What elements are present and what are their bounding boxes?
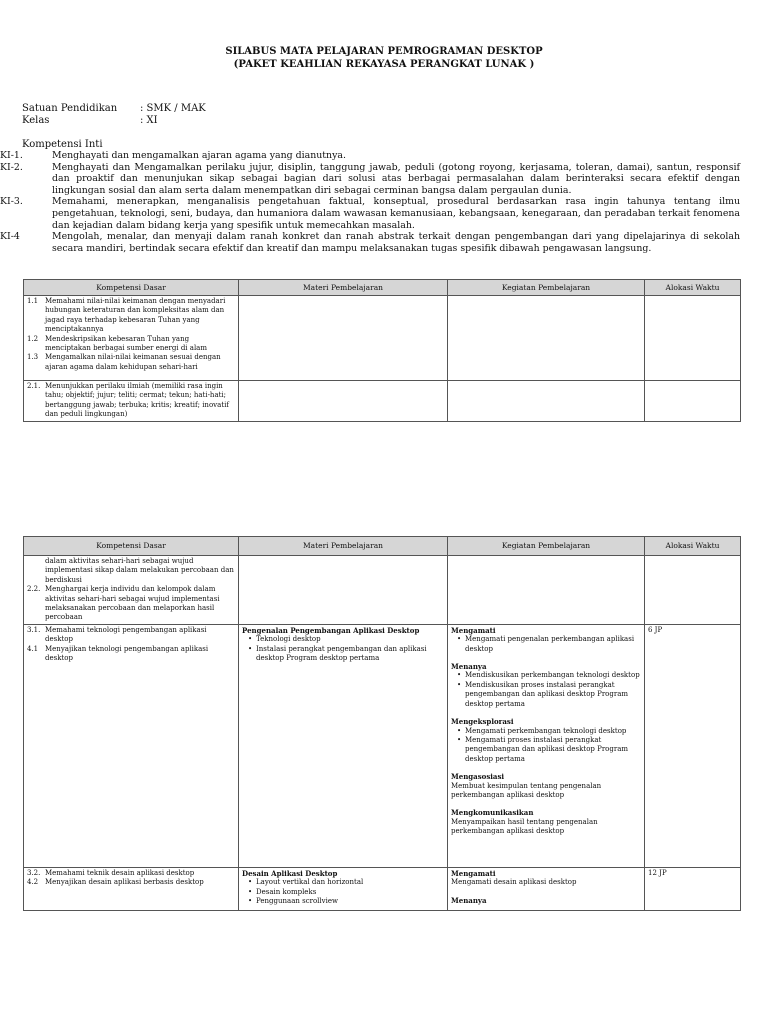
alokasi-cell — [645, 556, 741, 625]
identity-row — [22, 103, 206, 115]
header-alokasi: Alokasi Waktu — [645, 537, 741, 556]
materi-cell — [239, 381, 448, 422]
kegiatan-heading: Mengeksplorasi — [451, 717, 514, 727]
kd-item — [27, 626, 235, 645]
header-materi: Materi Pembelajaran — [239, 280, 448, 296]
list-item: • Mengamati perkembangan teknologi desktop — [459, 727, 641, 736]
ki-item — [0, 162, 740, 197]
kd-number: 1.3 — [27, 353, 39, 362]
list-item: • Mengamati pengenalan perkembangan aplikasi desktop — [459, 635, 641, 654]
kd-item — [27, 645, 235, 664]
header-materi: Materi Pembelajaran — [239, 537, 448, 556]
header-kd: Kompetensi Dasar — [24, 537, 239, 556]
header-alokasi: Alokasi Waktu — [645, 280, 741, 296]
kd-text: Menyajikan desain aplikasi berbasis desktop — [45, 878, 204, 887]
ki-list — [0, 150, 740, 254]
kd-cell — [24, 624, 239, 867]
kegiatan-heading: Mengamati — [451, 625, 496, 635]
kd-number: 3.1. — [27, 625, 41, 634]
materi-cell — [239, 556, 448, 625]
kd-item — [27, 335, 235, 354]
syllabus-table-1 — [23, 279, 741, 422]
kd-text: Mendeskripsikan kebesaran Tuhan yang menciptakan berbagai sumber energi di alam — [45, 334, 207, 353]
header-kegiatan: Kegiatan Pembelajaran — [448, 537, 645, 556]
kegiatan-heading: Mengkomunikasikan — [451, 808, 534, 818]
kegiatan-heading: Mengamati — [451, 868, 496, 878]
ki-item — [0, 196, 740, 231]
identity-value: : XI — [140, 115, 158, 126]
kd-text: Memahami teknik desain aplikasi desktop — [45, 868, 195, 877]
list-item: • Mengamati proses instalasi perangkat pengembangan dan aplikasi desktop Program desktop pertama — [459, 736, 641, 764]
materi-title: Desain Aplikasi Desktop — [242, 868, 338, 878]
list-item: • Penggunaan scrollview — [250, 897, 444, 906]
materi-list — [242, 878, 444, 906]
kd-number: 4.2 — [27, 878, 39, 887]
kegiatan-cell — [448, 381, 645, 422]
ki-text: Menghayati dan mengamalkan ajaran agama yang dianutnya. — [52, 150, 346, 161]
kd-text: Mengamalkan nilai-nilai keimanan sesuai dengan ajaran agama dalam kehidupan sehari-hari — [45, 353, 221, 371]
kd-text: Menunjukkan perilaku ilmiah (memiliki rasa ingin tahu; objektif; jujur; teliti; cermat; tekun; hati-hati; bertanggung jawab; terbuka; kritis; kreatif; inovatif dan peduli lingkungan) — [45, 382, 229, 419]
kegiatan-list — [451, 635, 641, 654]
kd-cell — [24, 381, 239, 422]
list-item: • Mendiskusikan proses instalasi perangkat pengembangan dan aplikasi desktop Program desktop pertama — [459, 681, 641, 709]
kd-number: 2.2. — [27, 585, 41, 594]
ki-text: Menghayati dan Mengamalkan perilaku jujur, disiplin, tanggung jawab, peduli (gotong royong, kerjasama, toleran, damai), santun, responsif dan proaktif dan menunjukan sikap sebagai bagian dari solusi atas berbagai permasalahan dalam berinteraksi secara efektif dengan lingkungan sosial dan alam serta dalam menempatkan diri sebagai cerminan bangsa dalam pergaulan dunia. — [52, 161, 740, 196]
alokasi-cell: 6 JP — [645, 624, 741, 867]
list-item: • Mendiskusikan perkembangan teknologi desktop — [459, 671, 641, 680]
kd-item — [27, 869, 235, 878]
alokasi-cell: 12 JP — [645, 867, 741, 910]
kd-number: 1.1 — [27, 297, 39, 305]
ki-number: KI-1. — [0, 150, 23, 161]
kd-number: 4.1 — [27, 644, 39, 653]
table-row — [24, 381, 741, 422]
kd-text: Menyajikan teknologi pengembangan aplikasi desktop — [45, 644, 209, 663]
identity-block — [22, 103, 206, 127]
kegiatan-heading: Menanya — [451, 662, 487, 672]
identity-label: Satuan Pendidikan — [22, 103, 118, 114]
kegiatan-list — [451, 727, 641, 765]
table-row — [24, 296, 741, 381]
alokasi-cell — [645, 296, 741, 381]
materi-cell — [239, 624, 448, 867]
kd-item — [27, 557, 235, 585]
kegiatan-text: Menyampaikan hasil tentang pengenalan perkembangan aplikasi desktop — [451, 817, 598, 836]
list-item: • Instalasi perangkat pengembangan dan aplikasi desktop Program desktop pertama — [250, 645, 444, 664]
materi-title: Pengenalan Pengembangan Aplikasi Desktop — [242, 625, 420, 635]
ki-text: Mengolah, menalar, dan menyaji dalam ranah konkret dan ranah abstrak terkait dengan pengembangan dari yang dipelajarinya di sekolah secara mandiri, bertindak secara efektif dan kreatif dan mampu melaksanakan tugas spesifik dibawah pengawasan langsung. — [52, 231, 740, 254]
kd-item — [27, 297, 235, 335]
syllabus-table-2 — [23, 536, 741, 911]
materi-cell — [239, 867, 448, 910]
title-line-2: (PAKET KEAHLIAN REKAYASA PERANGKAT LUNAK ) — [233, 59, 535, 70]
kd-item — [27, 382, 235, 420]
ki-item — [0, 150, 740, 162]
ki-number: KI-4 — [0, 231, 20, 243]
kd-text: dalam aktivitas sehari-hari sebagai wujud implementasi sikap dalam melakukan percobaan dan berdiskusi — [45, 557, 234, 584]
table-header-row — [24, 537, 741, 556]
kd-text: Menghargai kerja individu dan kelompok dalam aktivitas sehari-hari sebagai wujud implementasi melaksanakan percobaan dan melaporkan hasil percobaan — [45, 585, 220, 622]
kd-item — [27, 353, 235, 372]
identity-label: Kelas — [22, 115, 50, 126]
header-kd: Kompetensi Dasar — [24, 280, 239, 296]
materi-cell — [239, 296, 448, 381]
identity-value: : SMK / MAK — [140, 103, 206, 114]
table-row — [24, 867, 741, 910]
alokasi-cell — [645, 381, 741, 422]
kegiatan-cell — [448, 867, 645, 910]
materi-list — [242, 635, 444, 663]
kd-item — [27, 585, 235, 623]
table-row — [24, 624, 741, 867]
ki-heading: Kompetensi Inti — [22, 139, 103, 150]
ki-item — [0, 231, 740, 254]
kegiatan-cell — [448, 624, 645, 867]
ki-number: KI-3. — [0, 196, 23, 208]
kd-cell — [24, 556, 239, 625]
kd-number: 2.1. — [27, 382, 41, 390]
table-row — [24, 556, 741, 625]
list-item: • Layout vertikal dan horizontal — [250, 878, 444, 887]
kd-cell — [24, 867, 239, 910]
kd-number — [27, 557, 45, 585]
table-header-row — [24, 280, 741, 296]
kd-text: Memahami teknologi pengembangan aplikasi desktop — [45, 625, 207, 644]
list-item: • Desain kompleks — [250, 888, 444, 897]
kegiatan-cell — [448, 296, 645, 381]
ki-number: KI-2. — [0, 161, 23, 173]
kd-number: 3.2. — [27, 868, 41, 877]
kd-cell — [24, 296, 239, 381]
kegiatan-cell — [448, 556, 645, 625]
kegiatan-list — [451, 671, 641, 709]
kegiatan-heading: Mengasosiasi — [451, 772, 505, 782]
kd-item — [27, 878, 235, 887]
kegiatan-text: Mengamati desain aplikasi desktop — [451, 878, 577, 887]
kd-text: Memahami nilai-nilai keimanan dengan menyadari hubungan keteraturan dan kompleksitas alam dan jagad raya terhadap kebesaran Tuhan yang menciptakannya — [45, 297, 226, 334]
title-line-1: SILABUS MATA PELAJARAN PEMROGRAMAN DESKTOP — [225, 46, 543, 57]
document-title — [0, 45, 768, 71]
kd-number: 1.2 — [27, 334, 39, 343]
kegiatan-text: Membuat kesimpulan tentang pengenalan perkembangan aplikasi desktop — [451, 781, 602, 799]
list-item: • Teknologi desktop — [250, 635, 444, 644]
header-kegiatan: Kegiatan Pembelajaran — [448, 280, 645, 296]
ki-text: Memahami, menerapkan, menganalisis pengetahuan faktual, konseptual, prosedural berdasarkan rasa ingin tahunya tentang ilmu pengetahuan, teknologi, seni, budaya, dan humaniora dalam wawasan kemanusiaan, kebangsaan, kenegaraan, dan peradaban terkait fenomena dan kejadian dalam bidang kerja yang spesifik untuk memecahkan masalah. — [52, 196, 740, 231]
identity-row — [22, 115, 206, 127]
kegiatan-heading: Menanya — [451, 895, 487, 905]
